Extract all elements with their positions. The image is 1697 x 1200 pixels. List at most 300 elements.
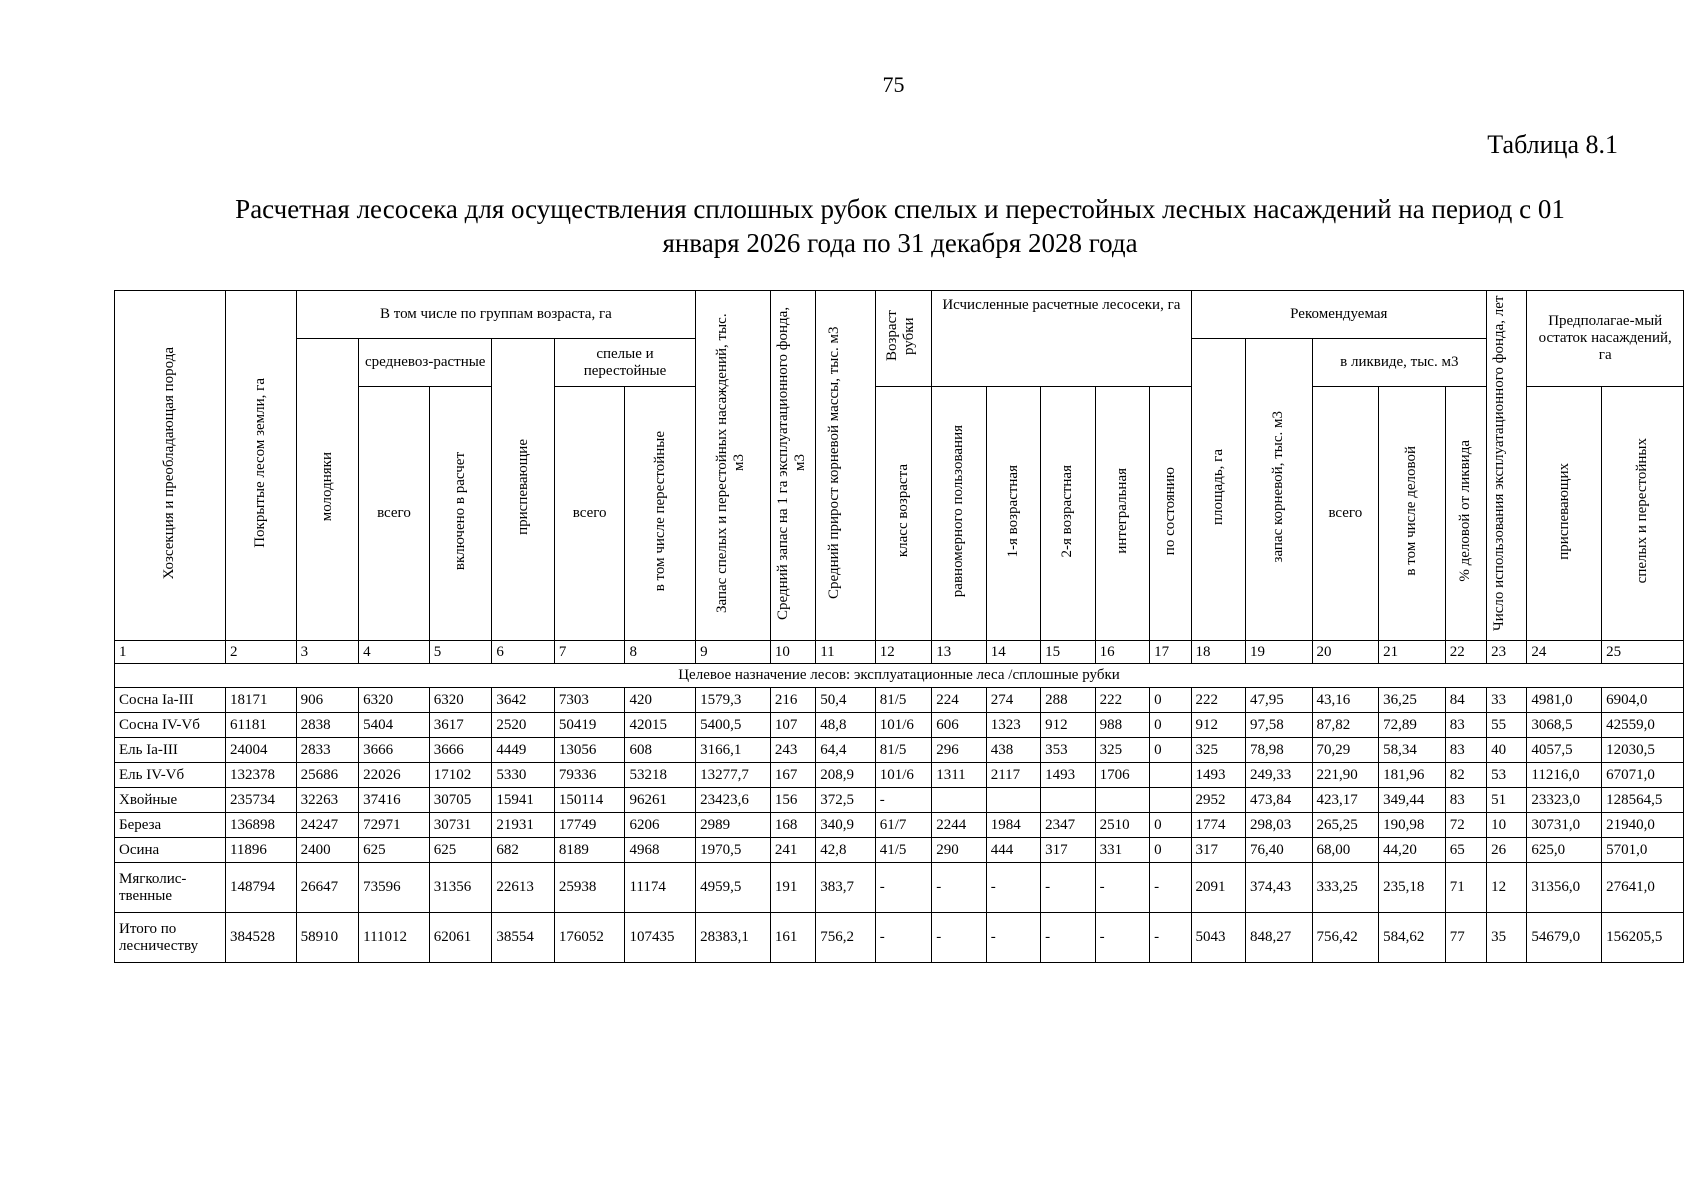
column-number: 8 — [625, 641, 696, 664]
table-cell: - — [875, 788, 932, 813]
table-cell: 32263 — [296, 788, 359, 813]
table-cell: 912 — [1041, 713, 1095, 738]
row-label-cell: Береза — [115, 813, 226, 838]
table-cell: 290 — [932, 838, 986, 863]
table-cell: 181,96 — [1379, 763, 1446, 788]
table-cell: 47,95 — [1245, 688, 1312, 713]
table-cell: 13277,7 — [696, 763, 771, 788]
table-cell: 374,43 — [1245, 863, 1312, 913]
row-label-cell: Ель Ia-III — [115, 738, 226, 763]
table-cell: 24247 — [296, 813, 359, 838]
table-cell: 216 — [770, 688, 815, 713]
row-label-cell: Ель IV-Vб — [115, 763, 226, 788]
table-row — [115, 713, 1684, 738]
column-number: 13 — [932, 641, 986, 664]
table-cell: 584,62 — [1379, 913, 1446, 963]
header-recommended: Рекомендуемая — [1191, 291, 1487, 339]
table-cell: 156205,5 — [1602, 913, 1684, 963]
section-title: Целевое назначение лесов: эксплуатационные леса /сплошные рубки — [115, 664, 1684, 688]
table-cell: 68,00 — [1312, 838, 1379, 863]
table-cell: 2952 — [1191, 788, 1245, 813]
table-cell: 0 — [1150, 688, 1191, 713]
table-cell: 6206 — [625, 813, 696, 838]
column-number: 20 — [1312, 641, 1379, 664]
table-cell: 1493 — [1041, 763, 1095, 788]
column-number: 1 — [115, 641, 226, 664]
table-cell: 2833 — [296, 738, 359, 763]
table-cell: 3666 — [359, 738, 430, 763]
column-number: 6 — [492, 641, 555, 664]
table-cell: 3166,1 — [696, 738, 771, 763]
table-cell: 383,7 — [816, 863, 876, 913]
column-number: 5 — [429, 641, 492, 664]
table-cell: 325 — [1095, 738, 1149, 763]
table-cell: 31356,0 — [1527, 863, 1602, 913]
table-cell: 249,33 — [1245, 763, 1312, 788]
table-cell: 221,90 — [1312, 763, 1379, 788]
column-number: 12 — [875, 641, 932, 664]
table-cell: 4449 — [492, 738, 555, 763]
table-cell: 625,0 — [1527, 838, 1602, 863]
header-by-condition: по состоянию — [1150, 387, 1191, 641]
table-cell — [986, 788, 1040, 813]
table-cell: 473,84 — [1245, 788, 1312, 813]
document-title — [190, 192, 1610, 260]
header-avg-stock: Средний запас на 1 га эксплуатационного фонда, м3 — [770, 291, 815, 641]
header-mature-overmature: спелые и перестойные — [554, 339, 695, 387]
table-cell: 58,34 — [1379, 738, 1446, 763]
table-cell: 78,98 — [1245, 738, 1312, 763]
table-cell: 298,03 — [1245, 813, 1312, 838]
table-cell: 1984 — [986, 813, 1040, 838]
row-label-cell: Итого по лесничеству — [115, 913, 226, 963]
table-cell: - — [932, 863, 986, 913]
header-age-groups: В том числе по группам возраста, га — [296, 291, 696, 339]
table-cell: 608 — [625, 738, 696, 763]
table-cell: 8189 — [554, 838, 625, 863]
table-cell: 11896 — [225, 838, 296, 863]
table-cell: 265,25 — [1312, 813, 1379, 838]
row-label-cell: Хвойные — [115, 788, 226, 813]
table-cell — [1150, 788, 1191, 813]
table-cell: 22026 — [359, 763, 430, 788]
table-cell: 148794 — [225, 863, 296, 913]
table-cell: 42559,0 — [1602, 713, 1684, 738]
table-cell: 12030,5 — [1602, 738, 1684, 763]
table-cell: 107 — [770, 713, 815, 738]
table-cell: 53218 — [625, 763, 696, 788]
table-cell: 5404 — [359, 713, 430, 738]
column-number: 25 — [1602, 641, 1684, 664]
table-cell: 17102 — [429, 763, 492, 788]
table-row — [115, 788, 1684, 813]
header-overmature: в том числе перестойные — [625, 387, 696, 641]
table-cell: 50,4 — [816, 688, 876, 713]
table-cell: 331 — [1095, 838, 1149, 863]
table-body — [115, 688, 1684, 963]
table-cell: 208,9 — [816, 763, 876, 788]
table-cell: 1774 — [1191, 813, 1245, 838]
table-cell: 756,2 — [816, 913, 876, 963]
table-cell: 136898 — [225, 813, 296, 838]
table-row — [115, 838, 1684, 863]
header-area: площадь, га — [1191, 339, 1245, 641]
table-label: Таблица 8.1 — [1487, 130, 1618, 159]
table-cell: 25938 — [554, 863, 625, 913]
table-cell: 41/5 — [875, 838, 932, 863]
table-cell: 51 — [1487, 788, 1527, 813]
table-cell: 353 — [1041, 738, 1095, 763]
table-cell: 24004 — [225, 738, 296, 763]
table-cell: 848,27 — [1245, 913, 1312, 963]
column-number: 10 — [770, 641, 815, 664]
row-label-cell: Осина — [115, 838, 226, 863]
table-cell: 44,20 — [1379, 838, 1446, 863]
table-cell: 10 — [1487, 813, 1527, 838]
table-cell: 167 — [770, 763, 815, 788]
header-integral: интегральная — [1095, 387, 1149, 641]
title-line-2: января 2026 года по 31 декабря 2028 года — [662, 228, 1138, 258]
column-number: 23 — [1487, 641, 1527, 664]
table-cell: 2347 — [1041, 813, 1095, 838]
table-cell: 79336 — [554, 763, 625, 788]
table-cell: 30731 — [429, 813, 492, 838]
column-number: 17 — [1150, 641, 1191, 664]
table-cell: 35 — [1487, 913, 1527, 963]
table-cell — [1041, 788, 1095, 813]
table-cell: 26 — [1487, 838, 1527, 863]
row-label-cell: Сосна IV-Vб — [115, 713, 226, 738]
table-cell: 48,8 — [816, 713, 876, 738]
table-cell: 5043 — [1191, 913, 1245, 963]
table-cell — [932, 788, 986, 813]
table-cell: 42,8 — [816, 838, 876, 863]
table-cell: 38554 — [492, 913, 555, 963]
table-cell: 5400,5 — [696, 713, 771, 738]
table-cell: 82 — [1445, 763, 1486, 788]
header-remainder-premature: приспевающих — [1527, 387, 1602, 641]
table-cell: 420 — [625, 688, 696, 713]
table-cell: 30705 — [429, 788, 492, 813]
table-row — [115, 763, 1684, 788]
table-cell: 83 — [1445, 738, 1486, 763]
table-cell: 682 — [492, 838, 555, 863]
table-cell: 54679,0 — [1527, 913, 1602, 963]
table-cell: 6320 — [359, 688, 430, 713]
table-cell: 2989 — [696, 813, 771, 838]
table-cell: 2400 — [296, 838, 359, 863]
table-cell: 317 — [1191, 838, 1245, 863]
table-cell: 156 — [770, 788, 815, 813]
table-cell: 42015 — [625, 713, 696, 738]
table-cell: 101/6 — [875, 763, 932, 788]
table-cell: 333,25 — [1312, 863, 1379, 913]
table-cell: 12 — [1487, 863, 1527, 913]
table-cell: 5330 — [492, 763, 555, 788]
table-cell: 2520 — [492, 713, 555, 738]
table-cell: 235,18 — [1379, 863, 1446, 913]
header-commercial: в том числе деловой — [1379, 387, 1446, 641]
table-cell: 1311 — [932, 763, 986, 788]
header-uniform-use: равномерного пользования — [932, 387, 986, 641]
header-calculated-cuts: Исчисленные расчетные лесосеки, га — [932, 291, 1191, 387]
table-cell: 606 — [932, 713, 986, 738]
header-age-class: класс возраста — [875, 387, 932, 641]
table-cell: 72 — [1445, 813, 1486, 838]
table-cell: 132378 — [225, 763, 296, 788]
table-cell: 2244 — [932, 813, 986, 838]
table-cell: - — [1095, 863, 1149, 913]
column-number: 15 — [1041, 641, 1095, 664]
table-cell: 349,44 — [1379, 788, 1446, 813]
table-cell: 224 — [932, 688, 986, 713]
table-cell: 756,42 — [1312, 913, 1379, 963]
table-cell: 76,40 — [1245, 838, 1312, 863]
table-cell: 81/5 — [875, 688, 932, 713]
table-cell: - — [1150, 913, 1191, 963]
table-row — [115, 738, 1684, 763]
forest-cutting-table — [114, 290, 1684, 963]
column-number: 3 — [296, 641, 359, 664]
table-cell: - — [1095, 913, 1149, 963]
table-cell: 33 — [1487, 688, 1527, 713]
table-cell: 325 — [1191, 738, 1245, 763]
table-cell: 11174 — [625, 863, 696, 913]
header-included: включено в расчет — [429, 387, 492, 641]
table-row — [115, 813, 1684, 838]
table-cell: 83 — [1445, 713, 1486, 738]
table-cell: 3642 — [492, 688, 555, 713]
row-label-cell: Сосна Ia-III — [115, 688, 226, 713]
table-cell: 27641,0 — [1602, 863, 1684, 913]
table-cell: 2117 — [986, 763, 1040, 788]
table-cell: 71 — [1445, 863, 1486, 913]
table-cell: 0 — [1150, 738, 1191, 763]
header-middle-total: всего — [359, 387, 430, 641]
table-cell: 625 — [359, 838, 430, 863]
header-remainder-mature: спелых и перестойных — [1602, 387, 1684, 641]
table-cell: 101/6 — [875, 713, 932, 738]
table-cell: 21931 — [492, 813, 555, 838]
column-number: 18 — [1191, 641, 1245, 664]
title-line-1: Расчетная лесосека для осуществления сплошных рубок спелых и перестойных лесных насаждений на период с 01 — [235, 194, 1565, 224]
table-cell: 97,58 — [1245, 713, 1312, 738]
table-cell: 168 — [770, 813, 815, 838]
table-cell: - — [875, 913, 932, 963]
table-cell: 222 — [1095, 688, 1149, 713]
table-cell: 384528 — [225, 913, 296, 963]
table-cell: 25686 — [296, 763, 359, 788]
table-cell: 36,25 — [1379, 688, 1446, 713]
table-cell: 2510 — [1095, 813, 1149, 838]
table-cell: 4959,5 — [696, 863, 771, 913]
header-mature-stock: Запас спелых и перестойных насаждений, тыс. м3 — [696, 291, 771, 641]
table-cell: 4057,5 — [1527, 738, 1602, 763]
page-number: 75 — [882, 72, 905, 97]
table-cell: 128564,5 — [1602, 788, 1684, 813]
table-cell: 30731,0 — [1527, 813, 1602, 838]
table-cell: 625 — [429, 838, 492, 863]
table-cell: - — [1041, 913, 1095, 963]
table-cell: 296 — [932, 738, 986, 763]
table-cell: 28383,1 — [696, 913, 771, 963]
header-first-age: 1-я возрастная — [986, 387, 1040, 641]
table-cell: 21940,0 — [1602, 813, 1684, 838]
table-row — [115, 913, 1684, 963]
table-cell: 70,29 — [1312, 738, 1379, 763]
table-cell: 53 — [1487, 763, 1527, 788]
table-cell: 15941 — [492, 788, 555, 813]
table-cell: 150114 — [554, 788, 625, 813]
column-number: 21 — [1379, 641, 1446, 664]
table-cell: 1493 — [1191, 763, 1245, 788]
column-numbers-row — [115, 641, 1684, 664]
header-mature-total: всего — [554, 387, 625, 641]
table-cell: 87,82 — [1312, 713, 1379, 738]
column-number: 2 — [225, 641, 296, 664]
table-cell: 340,9 — [816, 813, 876, 838]
table-cell: 3068,5 — [1527, 713, 1602, 738]
table-cell: 3666 — [429, 738, 492, 763]
column-number: 11 — [816, 641, 876, 664]
table-cell: - — [986, 863, 1040, 913]
table-cell: - — [932, 913, 986, 963]
table-cell: 912 — [1191, 713, 1245, 738]
table-cell: 0 — [1150, 713, 1191, 738]
table-cell: 438 — [986, 738, 1040, 763]
header-forest-land: Покрытые лесом земли, га — [225, 291, 296, 641]
table-row — [115, 863, 1684, 913]
table-cell: 235734 — [225, 788, 296, 813]
column-number: 7 — [554, 641, 625, 664]
table-cell: 72971 — [359, 813, 430, 838]
table-cell: 241 — [770, 838, 815, 863]
table-cell: 0 — [1150, 813, 1191, 838]
header-root-stock: запас корневой, тыс. м3 — [1245, 339, 1312, 641]
table-cell: 26647 — [296, 863, 359, 913]
table-cell: 50419 — [554, 713, 625, 738]
header-cutting-age: Возраст рубки — [875, 291, 932, 387]
table-cell: 62061 — [429, 913, 492, 963]
header-second-age: 2-я возрастная — [1041, 387, 1095, 641]
table-cell: 191 — [770, 863, 815, 913]
column-number: 22 — [1445, 641, 1486, 664]
table-cell: 2091 — [1191, 863, 1245, 913]
table-cell: 61181 — [225, 713, 296, 738]
table-cell: - — [1041, 863, 1095, 913]
header-remainder: Предполагае-мый остаток насаждений, га — [1527, 291, 1684, 387]
table-cell: 1970,5 — [696, 838, 771, 863]
header-commercial-percent: % деловой от ликвида — [1445, 387, 1486, 641]
table-cell: 64,4 — [816, 738, 876, 763]
table-cell: 73596 — [359, 863, 430, 913]
table-cell: 18171 — [225, 688, 296, 713]
table-cell: 55 — [1487, 713, 1527, 738]
table-cell: 65 — [1445, 838, 1486, 863]
column-number: 14 — [986, 641, 1040, 664]
table-cell: 111012 — [359, 913, 430, 963]
header-middle-aged: средневоз-растные — [359, 339, 492, 387]
header-species: Хозсекция и преобладающая порода — [115, 291, 226, 641]
table-row — [115, 688, 1684, 713]
table-cell: 58910 — [296, 913, 359, 963]
table-cell: 43,16 — [1312, 688, 1379, 713]
table-cell: 190,98 — [1379, 813, 1446, 838]
table-cell: - — [986, 913, 1040, 963]
table-cell: 37416 — [359, 788, 430, 813]
table-cell: 423,17 — [1312, 788, 1379, 813]
table-cell: 77 — [1445, 913, 1486, 963]
row-label-cell: Мягколис-твенные — [115, 863, 226, 913]
column-number: 24 — [1527, 641, 1602, 664]
table-cell: 61/7 — [875, 813, 932, 838]
table-cell: 2838 — [296, 713, 359, 738]
table-cell: 4968 — [625, 838, 696, 863]
table-cell: 6320 — [429, 688, 492, 713]
table-cell: 906 — [296, 688, 359, 713]
table-cell: 22613 — [492, 863, 555, 913]
column-number: 4 — [359, 641, 430, 664]
table-cell: 444 — [986, 838, 1040, 863]
table-cell: 161 — [770, 913, 815, 963]
table-cell: 222 — [1191, 688, 1245, 713]
table-cell: 40 — [1487, 738, 1527, 763]
header-young: молодняки — [296, 339, 359, 641]
table-cell: 3617 — [429, 713, 492, 738]
table-cell: 288 — [1041, 688, 1095, 713]
table-cell: 0 — [1150, 838, 1191, 863]
column-number: 9 — [696, 641, 771, 664]
table-cell: 81/5 — [875, 738, 932, 763]
table-cell: 1706 — [1095, 763, 1149, 788]
table-cell: 11216,0 — [1527, 763, 1602, 788]
table-cell — [1150, 763, 1191, 788]
table-cell: 96261 — [625, 788, 696, 813]
table-cell: 5701,0 — [1602, 838, 1684, 863]
table-cell: 83 — [1445, 788, 1486, 813]
table-cell: 317 — [1041, 838, 1095, 863]
header-liquid: в ликвиде, тыс. м3 — [1312, 339, 1487, 387]
column-number: 19 — [1245, 641, 1312, 664]
table-cell: 6904,0 — [1602, 688, 1684, 713]
table-cell: - — [875, 863, 932, 913]
table-cell: 23323,0 — [1527, 788, 1602, 813]
table-cell: 372,5 — [816, 788, 876, 813]
table-cell: 1579,3 — [696, 688, 771, 713]
header-liquid-total: всего — [1312, 387, 1379, 641]
table-cell: 274 — [986, 688, 1040, 713]
table-cell — [1095, 788, 1149, 813]
table-cell: 988 — [1095, 713, 1149, 738]
table-cell: 13056 — [554, 738, 625, 763]
header-usage-years: Число использования эксплуатационного фонда, лет — [1487, 291, 1527, 641]
table-cell: 84 — [1445, 688, 1486, 713]
column-number: 16 — [1095, 641, 1149, 664]
table-cell: 7303 — [554, 688, 625, 713]
table-cell: 107435 — [625, 913, 696, 963]
header-avg-growth: Средний прирост корневой массы, тыс. м3 — [816, 291, 876, 641]
table-cell: 176052 — [554, 913, 625, 963]
table-cell: 17749 — [554, 813, 625, 838]
table-cell: 1323 — [986, 713, 1040, 738]
table-cell: 67071,0 — [1602, 763, 1684, 788]
table-cell: - — [1150, 863, 1191, 913]
table-cell: 243 — [770, 738, 815, 763]
header-premature: приспевающие — [492, 339, 555, 641]
table-cell: 72,89 — [1379, 713, 1446, 738]
table-cell: 4981,0 — [1527, 688, 1602, 713]
table-cell: 31356 — [429, 863, 492, 913]
